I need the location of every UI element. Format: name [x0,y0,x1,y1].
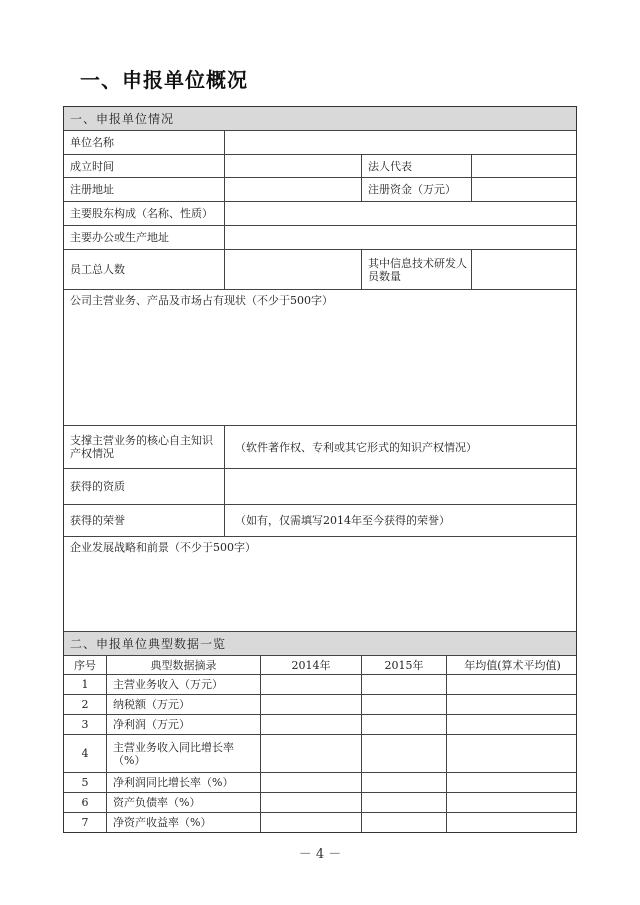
qualifications-label: 获得的资质 [64,469,225,504]
value-2015-field[interactable] [362,735,447,772]
col-header-average: 年均值(算术平均值) [464,658,561,672]
table-row [64,735,576,773]
legal-rep-field[interactable] [472,155,578,177]
honors-label: 获得的荣誉 [64,505,225,536]
honors-field[interactable]: （如有，仅需填写2014年至今获得的荣誉） [235,514,450,527]
row-item: 资产负债率（%） [107,793,261,812]
row-item: 主营业务收入同比增长率（%） [107,735,261,772]
row-unit-name [64,131,576,155]
application-form-table [63,106,577,833]
table-row [64,675,576,695]
qualifications-field[interactable] [225,469,578,504]
row-staff [64,250,576,290]
core-ip-field[interactable]: （软件著作权、专利或其它形式的知识产权情况） [235,440,477,454]
office-address-label: 主要办公或生产地址 [64,226,225,249]
row-registration [64,178,576,202]
core-ip-label: 支撑主营业务的核心自主知识产权情况 [64,426,225,468]
table-row [64,773,576,793]
average-field[interactable] [447,793,578,812]
section-2-title: 二、申报单位典型数据一览 [70,637,227,651]
value-2014-field[interactable] [261,793,362,812]
col-header-2014: 2014年 [261,656,362,674]
established-label: 成立时间 [64,155,225,177]
col-header-no: 序号 [64,656,107,674]
average-field[interactable] [447,773,578,792]
row-core-ip [64,426,576,469]
reg-address-label: 注册地址 [64,178,225,201]
col-header-2015: 2015年 [362,656,447,674]
row-item: 纳税额（万元） [107,695,261,714]
row-established [64,155,576,178]
value-2014-field[interactable] [261,735,362,772]
value-2014-field[interactable] [261,675,362,694]
average-field[interactable] [447,813,578,832]
col-header-item: 典型数据摘录 [107,656,261,674]
average-field[interactable] [447,715,578,734]
row-item: 主营业务收入（万元） [107,675,261,694]
row-number: 6 [64,793,107,812]
row-strategy[interactable] [64,537,576,632]
strategy-label: 企业发展战略和前景（不少于500字） [70,541,256,554]
data-table-header [64,656,576,675]
value-2015-field[interactable] [362,793,447,812]
row-number: 1 [64,675,107,694]
row-number: 7 [64,813,107,832]
total-staff-field[interactable] [225,250,362,289]
unit-name-field[interactable] [225,131,578,154]
section-1-title: 一、申报单位情况 [70,112,175,126]
table-row [64,793,576,813]
row-office-address [64,226,576,250]
value-2015-field[interactable] [362,813,447,832]
total-staff-label: 员工总人数 [64,250,225,289]
reg-address-field[interactable] [225,178,362,201]
legal-rep-label: 法人代表 [362,155,472,177]
value-2014-field[interactable] [261,813,362,832]
row-honors [64,505,576,537]
average-field[interactable] [447,735,578,772]
page-title: 一、申报单位概况 [80,68,248,92]
business-description-label: 公司主营业务、产品及市场占有现状（不少于500字） [70,294,333,307]
shareholders-label: 主要股东构成（名称、性质） [64,202,225,225]
row-item: 净资产收益率（%） [107,813,261,832]
page-number: － 4 － [298,847,342,862]
section-1-header [64,107,576,131]
reg-capital-field[interactable] [472,178,578,201]
value-2014-field[interactable] [261,695,362,714]
value-2014-field[interactable] [261,715,362,734]
office-address-field[interactable] [225,226,578,249]
row-number: 4 [64,735,107,772]
row-item: 净利润（万元） [107,715,261,734]
row-number: 2 [64,695,107,714]
row-number: 5 [64,773,107,792]
it-rd-staff-field[interactable] [472,250,578,289]
row-shareholders [64,202,576,226]
established-field[interactable] [225,155,362,177]
section-2-header [64,632,576,656]
row-item: 净利润同比增长率（%） [107,773,261,792]
average-field[interactable] [447,695,578,714]
value-2015-field[interactable] [362,675,447,694]
table-row [64,715,576,735]
table-row [64,695,576,715]
value-2015-field[interactable] [362,715,447,734]
shareholders-field[interactable] [225,202,578,225]
average-field[interactable] [447,675,578,694]
reg-capital-label: 注册资金（万元） [362,178,472,201]
row-number: 3 [64,715,107,734]
value-2014-field[interactable] [261,773,362,792]
value-2015-field[interactable] [362,773,447,792]
row-business-description[interactable] [64,290,576,426]
row-qualifications [64,469,576,505]
table-row [64,813,576,832]
value-2015-field[interactable] [362,695,447,714]
it-rd-staff-label: 其中信息技术研发人员数量 [362,250,472,289]
unit-name-label: 单位名称 [64,131,225,154]
